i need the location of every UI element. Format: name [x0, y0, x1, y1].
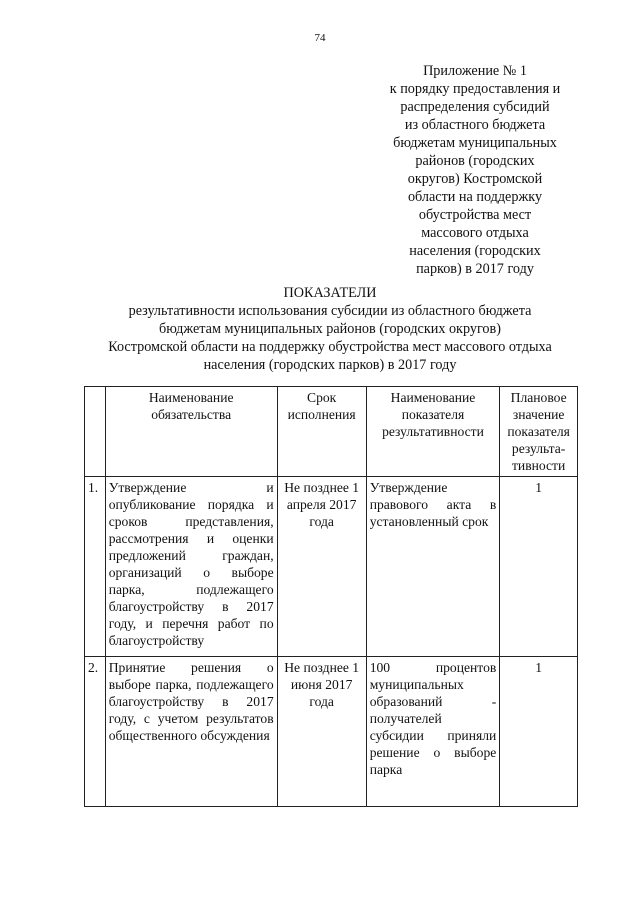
- appendix-line: к порядку предоставления и: [389, 81, 561, 97]
- header-number: [85, 387, 106, 477]
- appendix-line: массового отдыха: [421, 225, 529, 241]
- row-indicator: Утверждение правового акта в установленный срок: [366, 477, 500, 657]
- table-row: [85, 657, 578, 807]
- appendix-line: районов (городских: [415, 153, 535, 169]
- appendix-line: области на поддержку: [407, 189, 543, 205]
- table-header-row: [85, 387, 578, 477]
- appendix-line: населения (городских: [409, 243, 541, 259]
- header-indicator: Наименование показателя результативности: [366, 387, 500, 477]
- row-obligation: Принятие решения о выборе парка, подлежащего благоустройству в 2017 году, с учетом результатов общественного обсуждения: [105, 657, 277, 807]
- header-deadline: Срок исполнения: [277, 387, 366, 477]
- appendix-line: округов) Костромской: [407, 171, 543, 187]
- row-deadline: Не позднее 1 июня 2017 года: [277, 657, 366, 807]
- appendix-line: обустройства мест: [418, 207, 532, 223]
- appendix-line: распределения субсидий: [400, 99, 550, 115]
- header-obligation: Наименование обязательства: [105, 387, 277, 477]
- row-deadline: Не позднее 1 апреля 2017 года: [277, 477, 366, 657]
- row-number: 1.: [85, 477, 106, 657]
- appendix-line: бюджетам муниципальных: [393, 135, 557, 151]
- heading-line: населения (городских парков) в 2017 году: [203, 357, 457, 373]
- heading-line: Костромской области на поддержку обустройства мест массового отдыха: [108, 339, 552, 355]
- appendix-block: [375, 62, 575, 278]
- row-planned-value: 1: [500, 477, 578, 657]
- row-obligation: Утверждение и опубликование порядка и сроков представления, рассмотрения и оценки предложений граждан, организаций о выборе парка, подлежащего благоустройству в 2017 году, и перечня работ по благоустройству: [105, 477, 277, 657]
- heading-line: результативности использования субсидии из областного бюджета: [128, 303, 532, 319]
- document-heading: [0, 284, 640, 374]
- row-planned-value: 1: [500, 657, 578, 807]
- appendix-line: парков) в 2017 году: [416, 261, 534, 277]
- appendix-line: из областного бюджета: [404, 117, 546, 133]
- page-number: 74: [314, 32, 326, 44]
- heading-title: ПОКАЗАТЕЛИ: [283, 285, 377, 301]
- indicators-table: [84, 386, 578, 807]
- table-row: [85, 477, 578, 657]
- row-number: 2.: [85, 657, 106, 807]
- appendix-line: Приложение № 1: [423, 63, 527, 79]
- row-indicator: 100 процентов муниципальных образований - получателей субсидии приняли решение о выборе парка: [366, 657, 500, 807]
- heading-line: бюджетам муниципальных районов (городских округов): [159, 321, 501, 337]
- header-planned-value: Плановое значение показателя результа-тивности: [500, 387, 578, 477]
